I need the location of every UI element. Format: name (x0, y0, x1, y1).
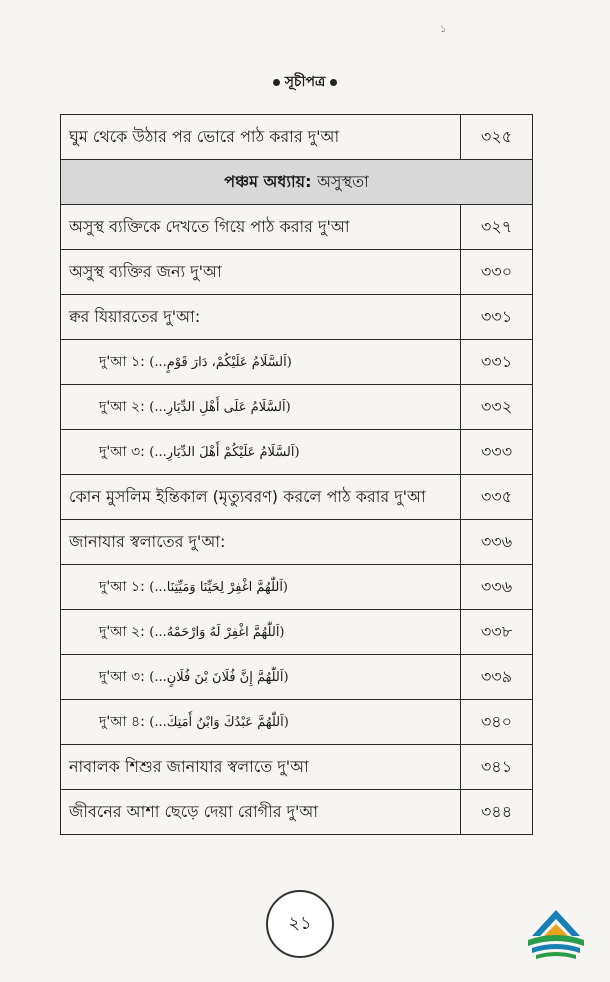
dua-label: দু'আ ১: (99, 579, 145, 595)
toc-page-number: ৩৩২ (461, 385, 533, 430)
dua-label: দু'আ ২: (99, 399, 145, 415)
toc-page-number: ৩৩১ (461, 340, 533, 385)
dua-label: দু'আ ৪: (99, 714, 145, 730)
toc-page-number: ৩২৭ (461, 205, 533, 250)
toc-page-number: ৩৪৪ (461, 790, 533, 835)
dua-arabic-text: (اَللّٰهُمَّ إِنَّ فُلَانَ بْنَ فُلَانٍ...) (149, 670, 289, 685)
toc-page-number: ৩৪০ (461, 700, 533, 745)
toc-entry-title: জীবনের আশা ছেড়ে দেয়া রোগীর দু'আ (61, 790, 461, 835)
toc-subentry-row (61, 385, 533, 430)
toc-entry-title: ক্বর যিয়ারতের দু'আ: (61, 295, 461, 340)
toc-subentry (61, 430, 461, 475)
toc-page-number: ৩২৫ (461, 115, 533, 160)
toc-page-number: ৩৩৬ (461, 520, 533, 565)
toc-entry-row (61, 475, 533, 520)
toc-entry-row (61, 115, 533, 160)
toc-entry-title: কোন মুসলিম ইন্তিকাল (মৃত্যুবরণ) করলে পাঠ করার দু'আ (61, 475, 461, 520)
publisher-logo-icon (522, 906, 590, 966)
corner-mark: ১ (440, 24, 447, 35)
toc-page-number: ৩৩০ (461, 250, 533, 295)
dua-arabic-text: (اَلسَّلَامُ عَلَى أَهْلِ الدِّيَارِ...) (149, 400, 291, 415)
dua-arabic-text: (اَللّٰهُمَّ اغْفِرْ لِحَيِّنَا وَمَيِّتِنَا...) (149, 580, 288, 595)
toc-entry-title: ঘুম থেকে উঠার পর ভোরে পাঠ করার দু'আ (61, 115, 461, 160)
toc-subentry-row (61, 655, 533, 700)
toc-subentry (61, 610, 461, 655)
toc-entry-title: নাবালক শিশুর জানাযার স্বলাতে দু'আ (61, 745, 461, 790)
toc-page-number: ৩৩৯ (461, 655, 533, 700)
dua-label: দু'আ ৩: (99, 444, 145, 460)
bullet-icon (330, 79, 337, 86)
dua-arabic-text: (اَلسَّلَامُ عَلَيْكُمْ، دَارَ قَوْمٍ...) (149, 355, 292, 370)
toc-entry-title: অসুস্থ ব্যক্তিকে দেখতে গিয়ে পাঠ করার দু'আ (61, 205, 461, 250)
toc-subentry (61, 565, 461, 610)
toc-page-number: ৩৪১ (461, 745, 533, 790)
toc-subentry-row (61, 340, 533, 385)
toc-entry-row (61, 205, 533, 250)
toc-entry-row (61, 250, 533, 295)
chapter-subtitle: অসুস্থতা (317, 171, 369, 191)
toc-subentry-row (61, 610, 533, 655)
toc-page-number: ৩৩৫ (461, 475, 533, 520)
dua-arabic-text: (اَللّٰهُمَّ عَبْدُكَ وَابْنُ أَمَتِكَ...) (149, 715, 289, 730)
toc-entry-row (61, 520, 533, 565)
page-header (0, 70, 610, 94)
bullet-icon (273, 79, 280, 86)
toc-subentry-row (61, 565, 533, 610)
dua-arabic-text: (اَلسَّلَامُ عَلَيْكُمْ أَهْلَ الدِّيَارِ...) (149, 445, 300, 460)
toc-subentry (61, 385, 461, 430)
dua-arabic-text: (اَللّٰهُمَّ اغْفِرْ لَهُ وَارْحَمْهُ...) (149, 625, 285, 640)
chapter-label: পঞ্চম অধ্যায়: (224, 171, 312, 191)
toc-table (60, 114, 533, 835)
dua-label: দু'আ ১: (99, 354, 145, 370)
toc-entry-row (61, 745, 533, 790)
page-number: ২১ (266, 890, 334, 958)
toc-subentry (61, 655, 461, 700)
chapter-heading-row (61, 160, 533, 205)
toc-subentry (61, 700, 461, 745)
toc-entry-title: অসুস্থ ব্যক্তির জন্য দু'আ (61, 250, 461, 295)
chapter-heading (61, 160, 533, 205)
header-title: সূচীপত্র (284, 74, 326, 90)
toc-entry-row (61, 295, 533, 340)
toc-subentry-row (61, 430, 533, 475)
toc-entry-title: জানাযার স্বলাতের দু'আ: (61, 520, 461, 565)
toc-page-number: ৩৩৩ (461, 430, 533, 475)
dua-label: দু'আ ৩: (99, 669, 145, 685)
toc-subentry-row (61, 700, 533, 745)
toc-page-number: ৩৩৬ (461, 565, 533, 610)
toc-subentry (61, 340, 461, 385)
dua-label: দু'আ ২: (99, 624, 145, 640)
toc-page-number: ৩৩৮ (461, 610, 533, 655)
toc-page-number: ৩৩১ (461, 295, 533, 340)
toc-entry-row (61, 790, 533, 835)
